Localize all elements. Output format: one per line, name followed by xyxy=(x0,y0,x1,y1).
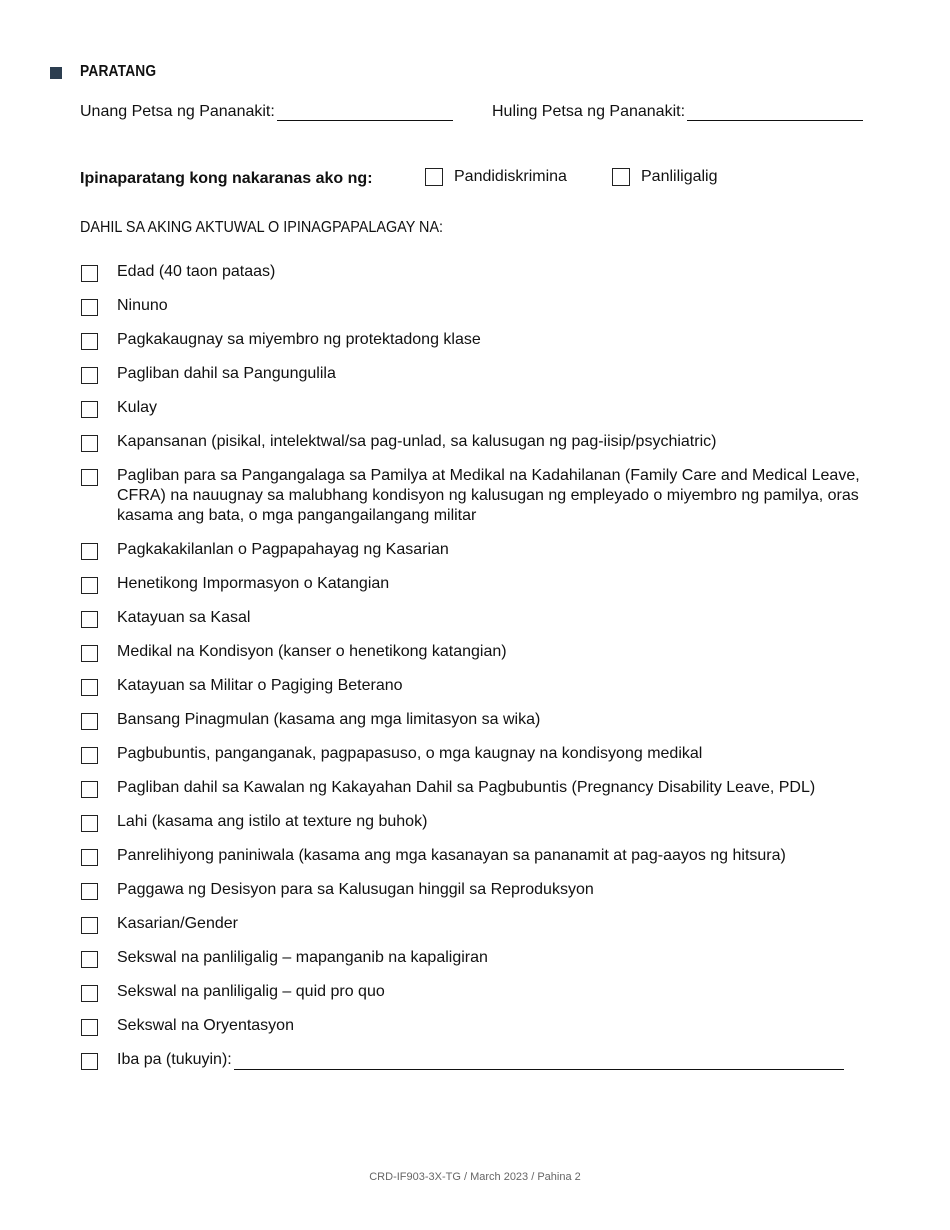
checkbox[interactable] xyxy=(81,951,98,968)
other-label: Iba pa (tukuyin): xyxy=(117,1051,232,1068)
basis-item-pdl[interactable] xyxy=(80,778,860,812)
basis-item-national-origin[interactable] xyxy=(80,710,860,744)
checkbox[interactable] xyxy=(81,265,98,282)
checkbox[interactable] xyxy=(81,849,98,866)
harassment-checkbox[interactable] xyxy=(612,168,630,186)
checkbox[interactable] xyxy=(81,367,98,384)
harassment-option[interactable] xyxy=(612,168,718,186)
basis-label: Pagkakakilanlan o Pagpapahayag ng Kasarian xyxy=(117,541,449,558)
checkbox[interactable] xyxy=(81,985,98,1002)
checkbox[interactable] xyxy=(81,435,98,452)
basis-label: Pagkakaugnay sa miyembro ng protektadong klase xyxy=(117,331,481,348)
checkbox[interactable] xyxy=(81,1019,98,1036)
first-date-field xyxy=(80,103,453,121)
checkbox[interactable] xyxy=(81,1053,98,1070)
basis-item-association[interactable] xyxy=(80,330,860,364)
section-title: PARATANG xyxy=(80,63,157,80)
basis-item-marital-status[interactable] xyxy=(80,608,860,642)
basis-item-medical-condition[interactable] xyxy=(80,642,860,676)
basis-item-hostile-environment[interactable] xyxy=(80,948,860,982)
basis-list xyxy=(80,262,860,1084)
basis-item-reproductive-health[interactable] xyxy=(80,880,860,914)
checkbox[interactable] xyxy=(81,917,98,934)
claim-row xyxy=(80,168,880,192)
basis-label: Ninuno xyxy=(117,297,168,314)
basis-item-age[interactable] xyxy=(80,262,860,296)
basis-label: Katayuan sa Militar o Pagiging Beterano xyxy=(117,677,403,694)
basis-label: Kapansanan (pisikal, intelektwal/sa pag-unlad, sa kalusugan ng pag-iisip/psychiatric) xyxy=(117,433,717,450)
checkbox[interactable] xyxy=(81,747,98,764)
first-date-label: Unang Petsa ng Pananakit: xyxy=(80,103,275,120)
basis-label: Edad (40 taon pataas) xyxy=(117,263,276,280)
basis-label: Panrelihiyong paniniwala (kasama ang mga kasanayan sa pananamit at pag-aayos ng hitsura) xyxy=(117,847,786,864)
basis-item-ancestry[interactable] xyxy=(80,296,860,330)
basis-label: Kulay xyxy=(117,399,158,416)
other-input[interactable] xyxy=(234,1050,844,1070)
discrimination-option[interactable] xyxy=(425,168,567,186)
basis-label: Paggawa ng Desisyon para sa Kalusugan hinggil sa Reproduksyon xyxy=(117,881,594,898)
checkbox[interactable] xyxy=(81,679,98,696)
basis-item-color[interactable] xyxy=(80,398,860,432)
last-date-field xyxy=(492,103,863,121)
basis-item-race[interactable] xyxy=(80,812,860,846)
checkbox[interactable] xyxy=(81,781,98,798)
checkbox[interactable] xyxy=(81,401,98,418)
basis-label: Sekswal na Oryentasyon xyxy=(117,1017,294,1034)
checkbox[interactable] xyxy=(81,543,98,560)
basis-item-sex-gender[interactable] xyxy=(80,914,860,948)
basis-label: Pagbubuntis, panganganak, pagpapasuso, o mga kaugnay na kondisyong medikal xyxy=(117,745,703,762)
basis-item-cfra[interactable] xyxy=(80,466,860,540)
basis-item-pregnancy[interactable] xyxy=(80,744,860,778)
basis-label: Kasarian/Gender xyxy=(117,915,238,932)
basis-label: Pagliban para sa Pangangalaga sa Pamilya at Medikal na Kadahilanan (Family Care and Medical Leave, CFRA) na nauugnay sa malubhang kondisyon ng kalusugan ng empleyado o miyembro ng pamilya, oras kasama ang bata, o mga pangangailangang militar xyxy=(117,467,860,524)
basis-label: Sekswal na panliligalig – mapanganib na kapaligiran xyxy=(117,949,488,966)
checkbox[interactable] xyxy=(81,611,98,628)
basis-item-genetic-info[interactable] xyxy=(80,574,860,608)
checkbox[interactable] xyxy=(81,469,98,486)
checkbox[interactable] xyxy=(81,577,98,594)
basis-item-religion[interactable] xyxy=(80,846,860,880)
discrimination-label: Pandidiskrimina xyxy=(454,168,567,185)
claim-label: Ipinaparatang kong nakaranas ako ng: xyxy=(80,170,373,187)
basis-item-gender-identity[interactable] xyxy=(80,540,860,574)
discrimination-checkbox[interactable] xyxy=(425,168,443,186)
checkbox[interactable] xyxy=(81,883,98,900)
basis-label: Bansang Pinagmulan (kasama ang mga limitasyon sa wika) xyxy=(117,711,541,728)
first-date-input[interactable] xyxy=(277,103,453,121)
checkbox[interactable] xyxy=(81,815,98,832)
basis-label: Katayuan sa Kasal xyxy=(117,609,251,626)
basis-item-disability[interactable] xyxy=(80,432,860,466)
basis-label: Medikal na Kondisyon (kanser o henetikong katangian) xyxy=(117,643,507,660)
checkbox[interactable] xyxy=(81,333,98,350)
harassment-label: Panliligalig xyxy=(641,168,718,185)
basis-item-other[interactable] xyxy=(80,1050,860,1084)
basis-item-military-status[interactable] xyxy=(80,676,860,710)
last-date-label: Huling Petsa ng Pananakit: xyxy=(492,103,686,120)
page-footer: CRD-IF903-3X-TG / March 2023 / Pahina 2 xyxy=(369,1171,581,1183)
basis-label: Pagliban dahil sa Kawalan ng Kakayahan Dahil sa Pagbubuntis (Pregnancy Disability Leave, PDL) xyxy=(117,779,816,796)
checkbox[interactable] xyxy=(81,645,98,662)
basis-label: Henetikong Impormasyon o Katangian xyxy=(117,575,390,592)
basis-heading: DAHIL SA AKING AKTUWAL O IPINAGPAPALAGAY NA: xyxy=(80,219,444,236)
last-date-input[interactable] xyxy=(687,103,863,121)
basis-item-bereavement[interactable] xyxy=(80,364,860,398)
checkbox[interactable] xyxy=(81,713,98,730)
basis-label: Lahi (kasama ang istilo at texture ng buhok) xyxy=(117,813,428,830)
basis-item-quid-pro-quo[interactable] xyxy=(80,982,860,1016)
basis-label: Sekswal na panliligalig – quid pro quo xyxy=(117,983,385,1000)
checkbox[interactable] xyxy=(81,299,98,316)
basis-item-sexual-orientation[interactable] xyxy=(80,1016,860,1050)
other-field xyxy=(117,1050,860,1070)
section-marker xyxy=(50,67,62,79)
basis-label: Pagliban dahil sa Pangungulila xyxy=(117,365,336,382)
